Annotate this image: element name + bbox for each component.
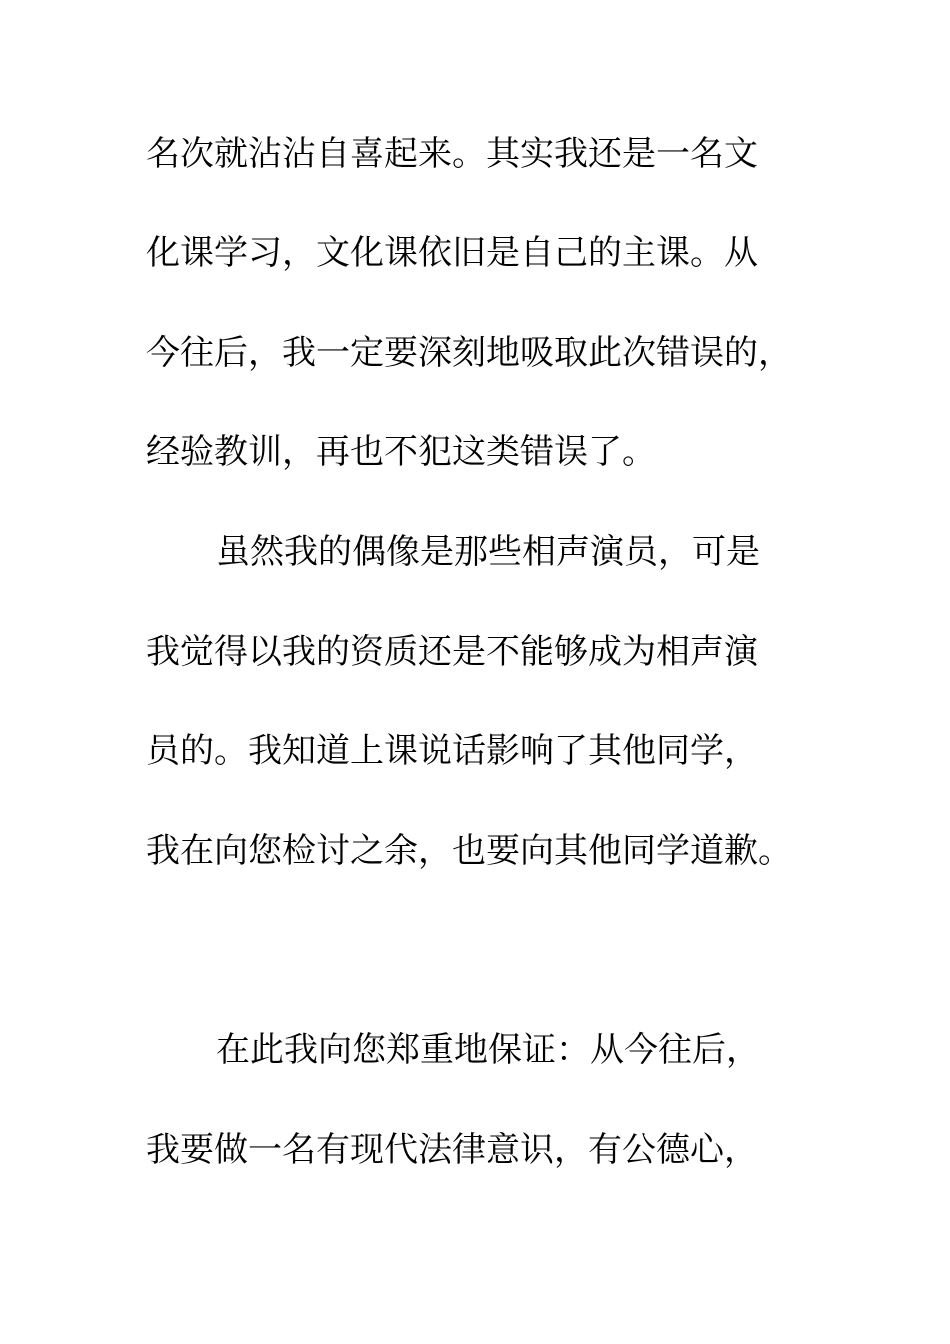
text-line: 我觉得以我的资质还是不能够成为相声演 bbox=[146, 632, 758, 672]
text-line: 今往后，我一定要深刻地吸取此次错误的， bbox=[146, 333, 792, 373]
text-line: 我要做一名有现代法律意识，有公德心， bbox=[146, 1130, 758, 1170]
text-line: 我在向您检讨之余，也要向其他同学道歉。 bbox=[146, 831, 792, 871]
text-line: 化课学习，文化课依旧是自己的主课。从 bbox=[146, 233, 758, 273]
paragraph-start-line: 在此我向您郑重地保证：从今往后， bbox=[216, 1030, 760, 1070]
text-line: 名次就沾沾自喜起来。其实我还是一名文 bbox=[146, 134, 758, 174]
text-line: 经验教训，再也不犯这类错误了。 bbox=[146, 432, 656, 472]
text-line: 员的。我知道上课说话影响了其他同学， bbox=[146, 731, 758, 771]
paragraph-start-line: 虽然我的偶像是那些相声演员，可是 bbox=[216, 532, 760, 572]
